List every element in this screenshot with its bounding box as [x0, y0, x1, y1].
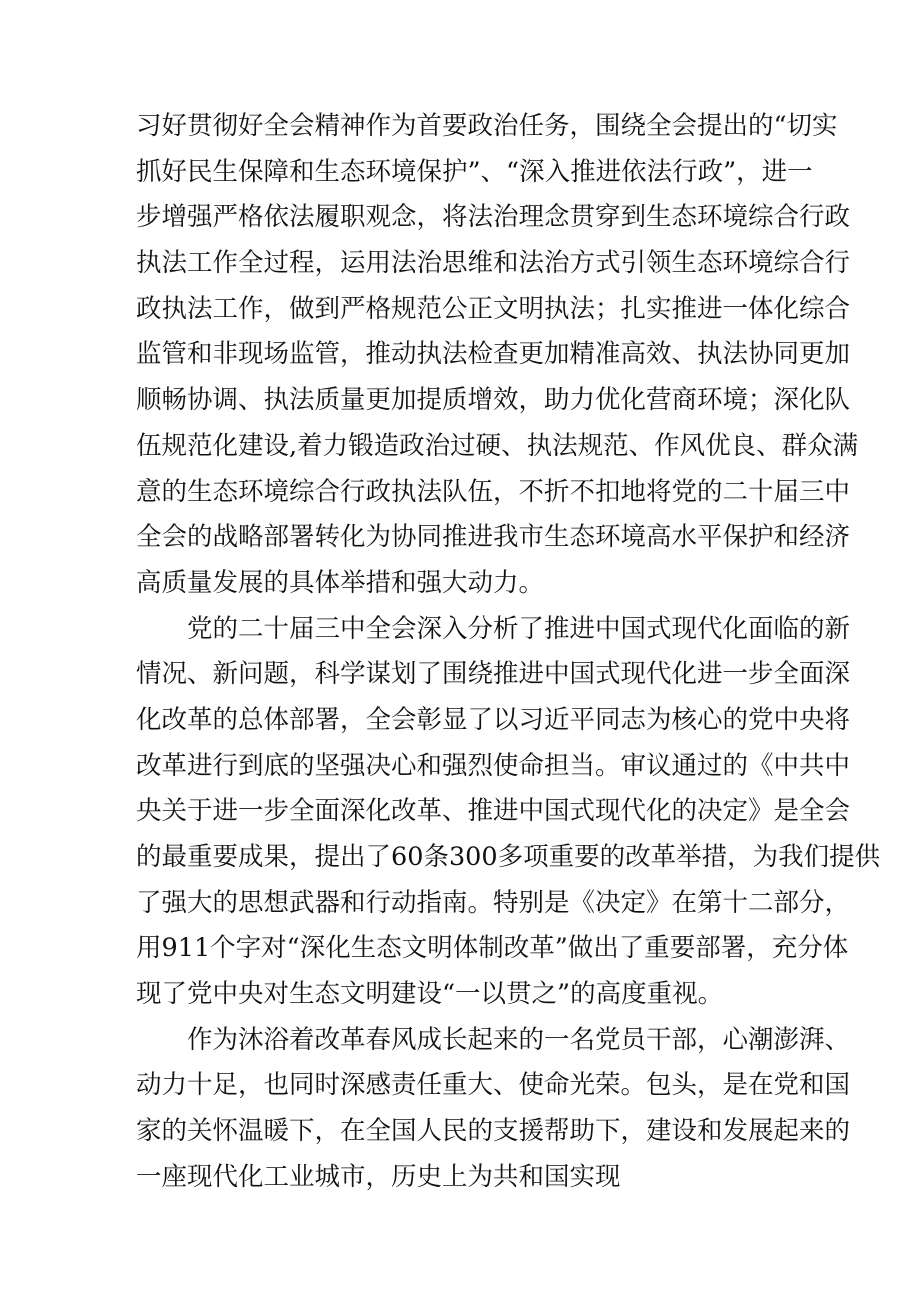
text-line: 一座现代化工业城市，历史上为共和国实现 — [136, 1161, 621, 1192]
text-line: 作为沐浴着改革春风成长起来的一名党员干部，心潮澎湃、 — [187, 1024, 851, 1055]
text-line: 步增强严格依法履职观念，将法治理念贯穿到生态环境综合行政 — [136, 202, 851, 233]
text-line: 抓好民生保障和生态环境保护”、“深入推进依法行政”，进一 — [136, 156, 813, 187]
text-line: 的最重要成果，提出了60条300多项重要的改革举措，为我们提供 — [136, 842, 881, 872]
text-line: 了强大的思想武器和行动指南。特别是《决定》在第十二部分， — [136, 887, 851, 918]
text-line: 情况、新问题，科学谋划了围绕推进中国式现代化进一步全面深 — [136, 659, 851, 690]
text-line: 动力十足，也同时深感责任重大、使命光荣。包头，是在党和国 — [136, 1070, 851, 1101]
body-text — [136, 104, 881, 1201]
text-line: 顺畅协调、执法质量更加提质增效，助力优化营商环境；深化队 — [136, 385, 851, 416]
text-line: 高质量发展的具体举措和强大动力。 — [136, 567, 545, 598]
text-line: 党的二十届三中全会深入分析了推进中国式现代化面临的新 — [187, 613, 851, 644]
text-line: 化改革的总体部署，全会彰显了以习近平同志为核心的党中央将 — [136, 704, 851, 735]
text-line: 伍规范化建设,着力锻造政治过硬、执法规范、作风优良、群众满 — [136, 430, 859, 461]
text-line: 全会的战略部署转化为协同推进我市生态环境高水平保护和经济 — [136, 522, 851, 553]
text-line: 央关于进一步全面深化改革、推进中国式现代化的决定》是全会 — [136, 796, 851, 827]
text-line: 家的关怀温暖下，在全国人民的支援帮助下，建设和发展起来的 — [136, 1116, 851, 1147]
text-line: 政执法工作，做到严格规范公正文明执法；扎实推进一体化综合 — [136, 293, 851, 324]
text-line: 现了党中央对生态文明建设“一以贯之”的高度重视。 — [136, 979, 724, 1010]
text-line: 用911个字对“深化生态文明体制改革”做出了重要部署，充分体 — [136, 933, 849, 964]
text-line: 执法工作全过程，运用法治思维和法治方式引领生态环境综合行 — [136, 248, 851, 279]
text-line: 监管和非现场监管，推动执法检查更加精准高效、执法协同更加 — [136, 339, 851, 370]
text-line: 意的生态环境综合行政执法队伍，不折不扣地将党的二十届三中 — [136, 476, 851, 507]
text-line: 改革进行到底的坚强决心和强烈使命担当。审议通过的《中共中 — [136, 750, 851, 781]
text-line: 习好贯彻好全会精神作为首要政治任务，围绕全会提出的“切实 — [136, 111, 838, 141]
